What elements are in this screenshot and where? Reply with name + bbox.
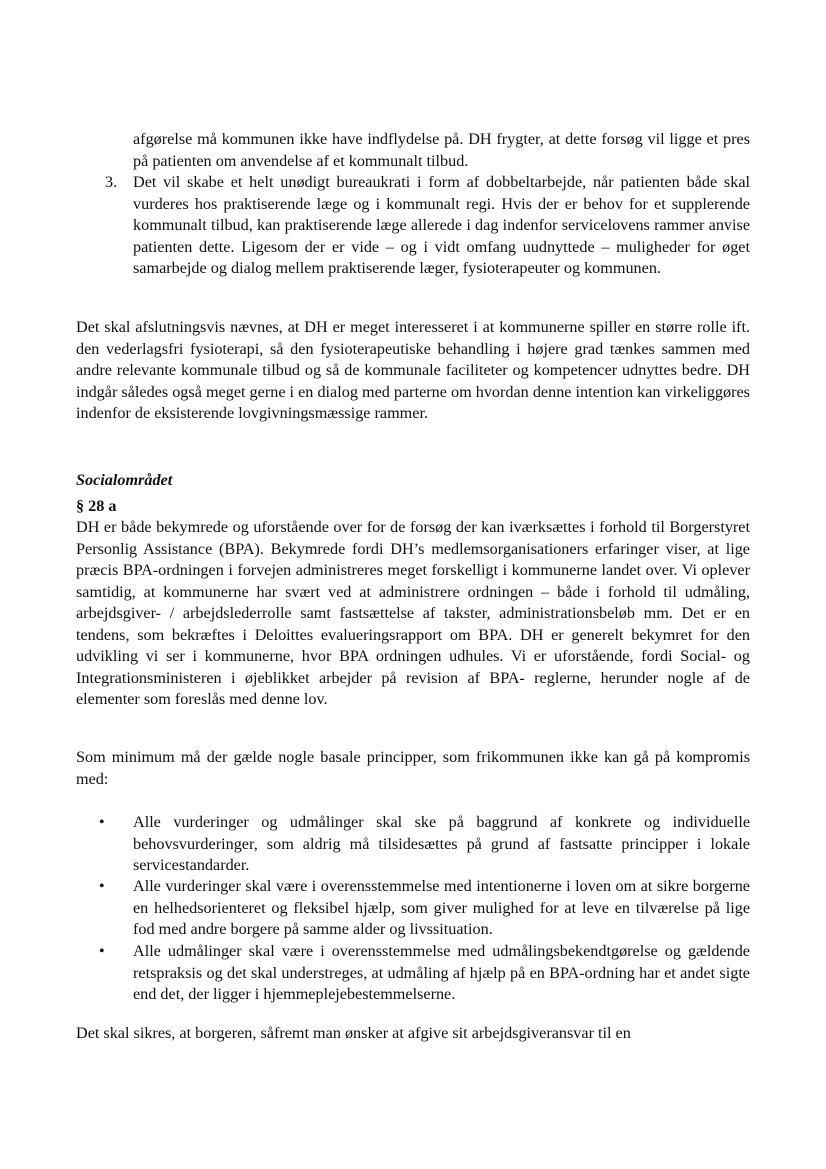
- list-number: 3.: [105, 173, 118, 191]
- numbered-item-text: Det vil skabe et helt unødigt bureaukrati i form af dobbeltarbejde, når patienten både skal vurderes hos praktiserende læge og i kommunalt regi. Hvis der er behov for et supplerende kommunalt tilbud, kan praktiserende læge allerede i dag indenfor servicelovens rammer anvise patienten dette. Ligesom der er vide – og i vidt omfang uudnyttede – muligheder for øget samarbejde og dialog mellem praktiserende læger, fysioterapeuter og kommunen.: [133, 173, 750, 277]
- minimum-paragraph: Som minimum må der gælde nogle basale principper, som frikommunen ikke kan gå på kompromis med:: [76, 748, 750, 788]
- list-item: Alle udmålinger skal være i overensstemmelse med udmålingsbekendtgørelse og gældende retspraksis og det skal understreges, at udmåling af hjælp på en BPA-ordning har et andet sigte end det, der ligger i hjemmeplejebestemmelserne.: [133, 942, 750, 1003]
- closing-paragraph: Det skal afslutningsvis nævnes, at DH er meget interesseret i at kommunerne spiller en større rolle ift. den vederlagsfri fysioterapi, så den fysioterapeutiske behandling i højere grad tænkes sammen med andre relevante kommunale tilbud og så de kommunale faciliteter og kompetencer udnyttes bedre. DH indgår således også meget gerne i en dialog med parterne om hvordan denne intention kan virkeliggøres indenfor de eksisterende lovgivningsmæssige rammer.: [76, 318, 750, 422]
- bpa-paragraph: DH er både bekymrede og uforstående over for de forsøg der kan iværksættes i forhold til Borgerstyret Personlig Assistance (BPA). Bekymrede fordi DH’s medlemsorganisationers erfaringer viser, at lige præcis BPA-ordningen i forvejen administreres meget forskelligt i kommunerne landet over. Vi oplever samtidig, at kommunerne har svært ved at administrere ordningen – både i forhold til udmåling, arbejdsgiver- / arbejdslederrolle samt fastsættelse af takster, administrationsbeløb mm. Det er en tendens, som bekræftes i Deloittes evalueringsrapport om BPA. DH er generelt bekymret for den udvikling vi ser i kommunerne, hvor BPA ordningen udhules. Vi er uforstående, fordi Social- og Integrationsministeren i øjeblikket arbejder på revision af BPA- reglerne, herunder nogle af de elementer som foreslås med denne lov.: [76, 518, 750, 708]
- continuation-text: afgørelse må kommunen ikke have indflydelse på. DH frygter, at dette forsøg vil ligge et pres på patienten om anvendelse af et kommunalt tilbud.: [133, 130, 750, 170]
- section-heading: Socialområdet: [76, 471, 173, 489]
- bullet-icon: •: [99, 943, 105, 960]
- list-item: Alle vurderinger og udmålinger skal ske på baggrund af konkrete og individuelle behovsvurderinger, som aldrig må tilsidesættes på grund af fastsatte principper i lokale servicestandarder.: [133, 813, 750, 874]
- bullet-icon: •: [99, 814, 105, 831]
- list-item: Alle vurderinger skal være i overensstemmelse med intentionerne i loven om at sikre borgerne en helhedsorienteret og fleksibel hjælp, som giver mulighed for at leve en tilværelse på lige fod med andre borgere på samme alder og livssituation.: [133, 877, 750, 938]
- final-paragraph: Det skal sikres, at borgeren, såfremt man ønsker at afgive sit arbejdsgiveransvar til en: [76, 1024, 631, 1042]
- bullet-icon: •: [99, 878, 105, 895]
- section-subheading: § 28 a: [76, 497, 117, 515]
